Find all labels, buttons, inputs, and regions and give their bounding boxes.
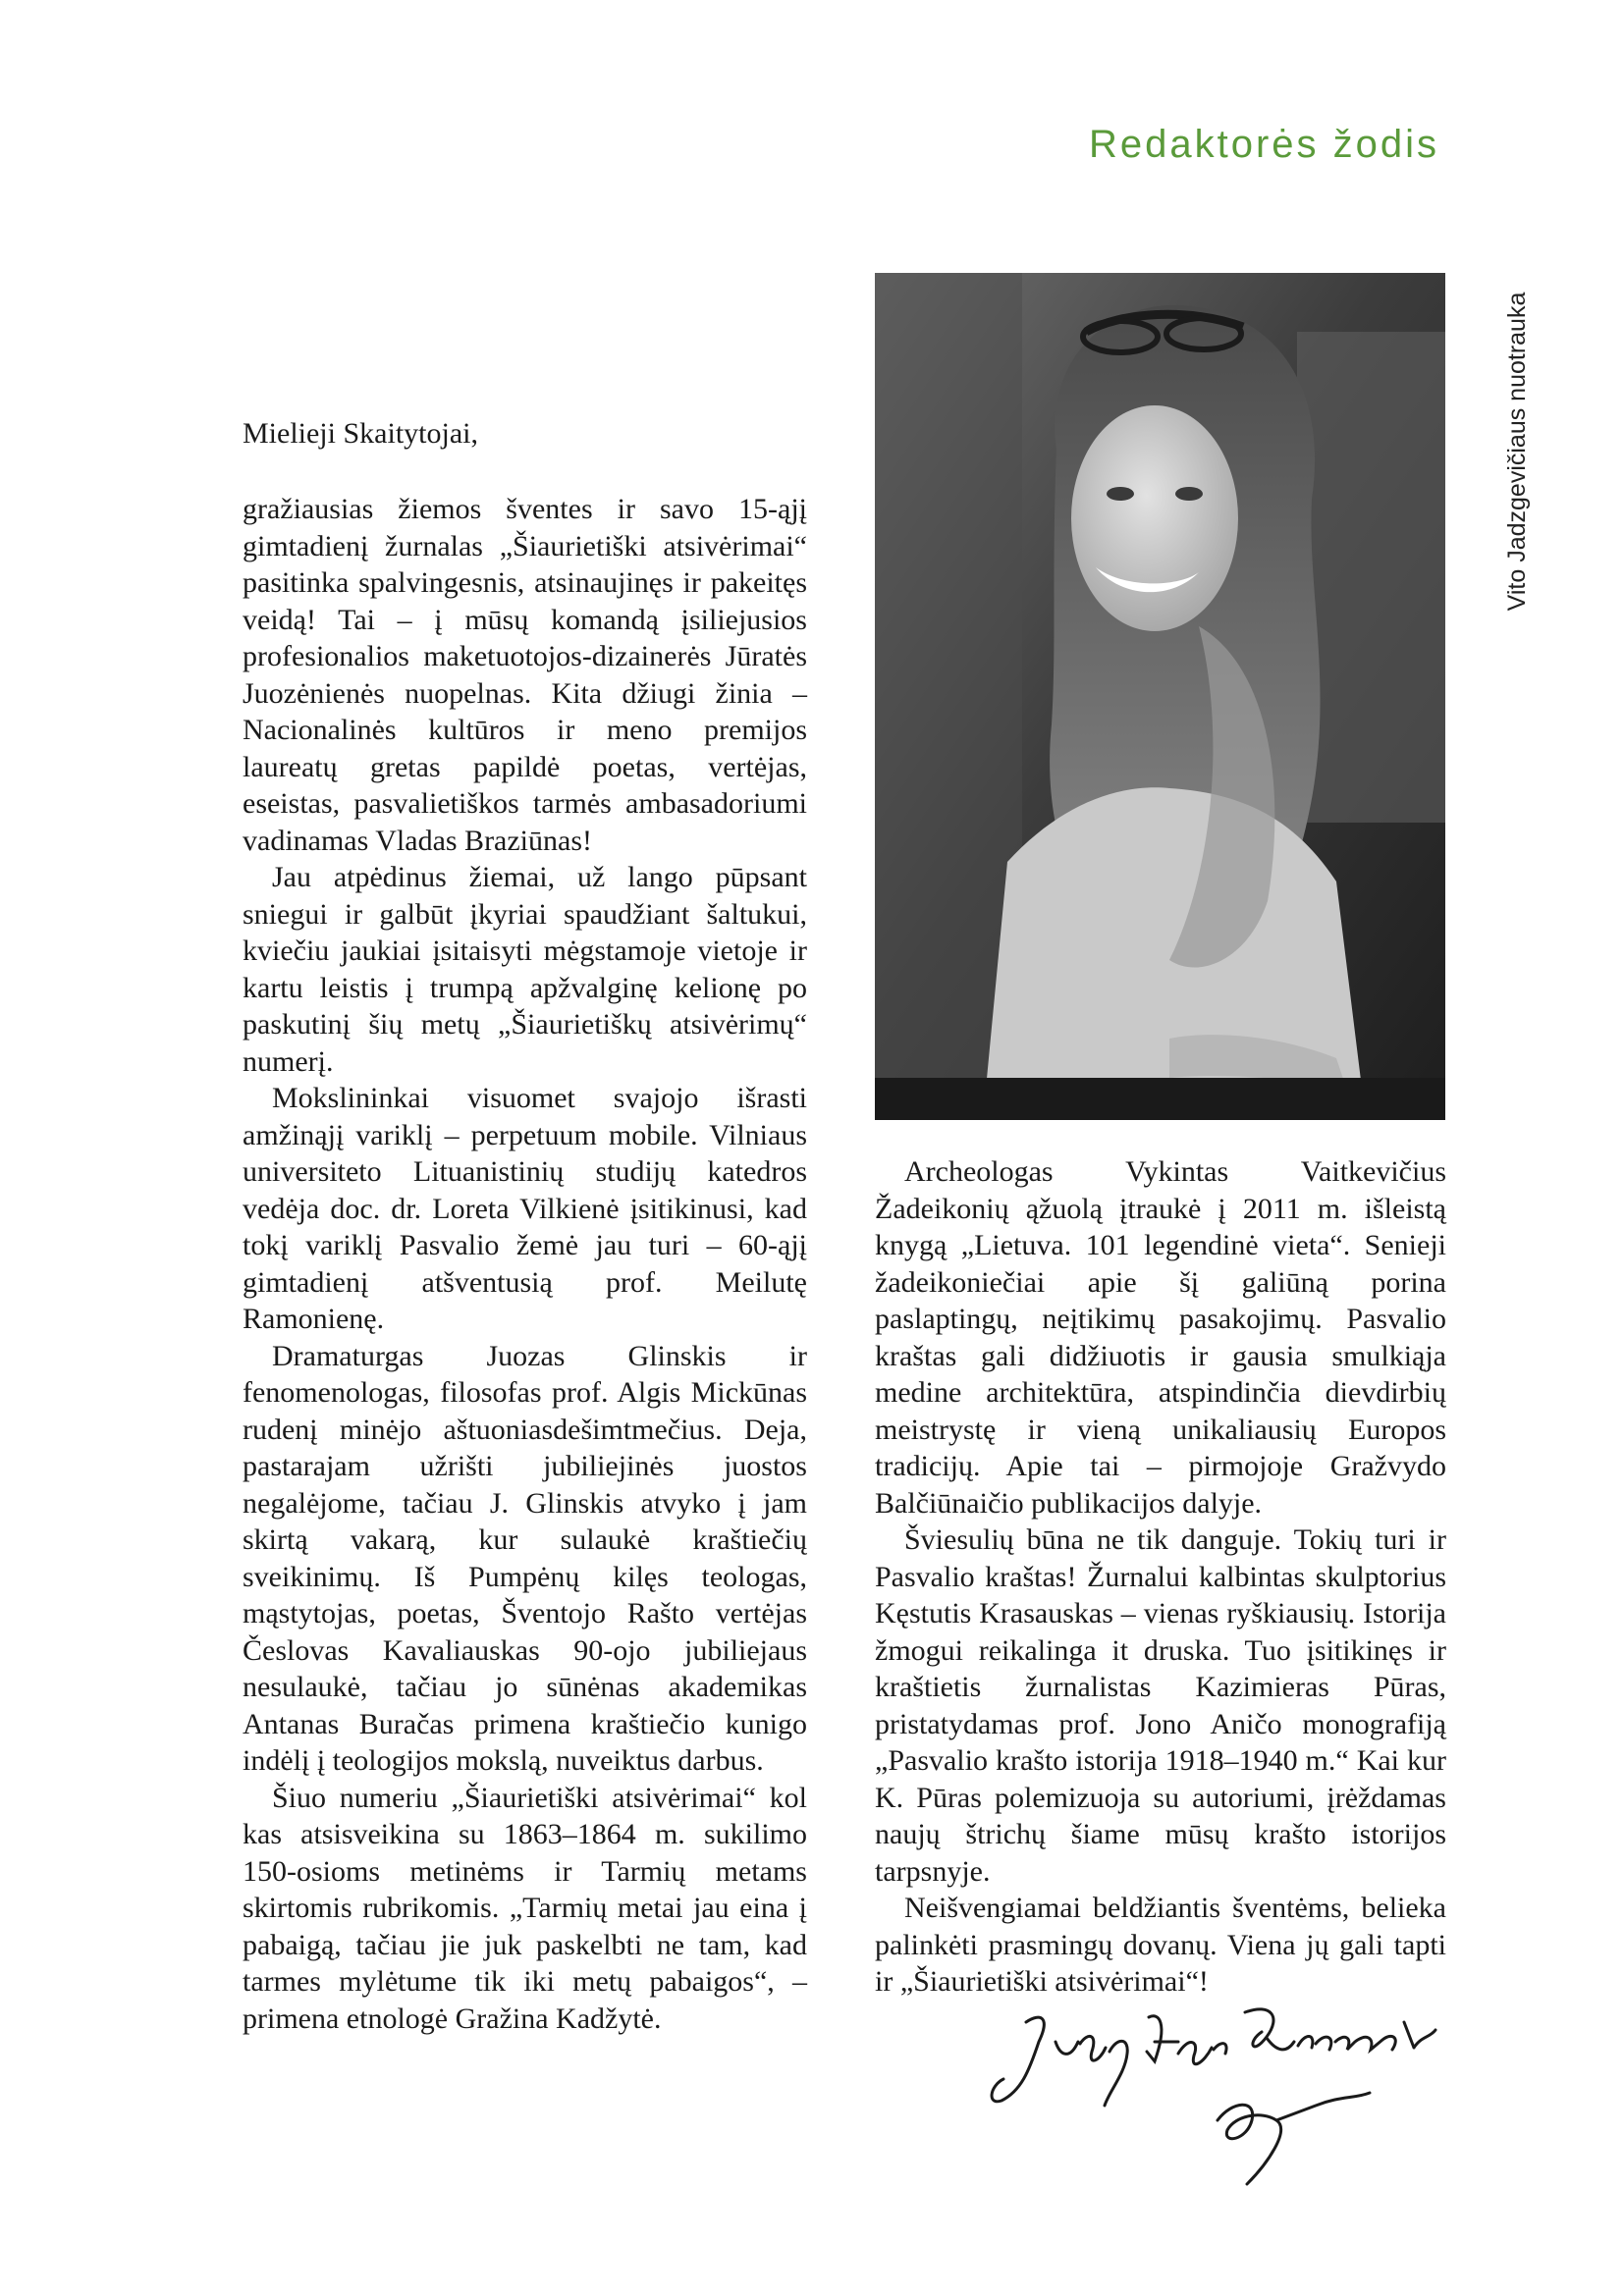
page-title: Redaktorės žodis (1088, 123, 1439, 166)
letter-paragraph: Šviesulių būna ne tik danguje. Tokių turi ir Pasvalio kraštas! Žurnalui kalbintas skulptorius Kęstutis Krasauskas – vienas ryškiausių. Istorija žmogui reikalinga it druska. Tuo įsitikinęs ir kraštietis žurnalistas Kazimieras Pūras, pristatydamas prof. Jono Aničo monografiją „Pasvalio krašto istorija 1918–1940 m.“ Kai kur K. Pūras polemizuoja su autoriumi, įrėždamas naujų štrichų šiame mūsų krašto istorijos tarpsnyje. (875, 1523, 1446, 1888)
editor-portrait-photo (875, 273, 1445, 1120)
letter-paragraph: Dramaturgas Juozas Glinskis ir fenomenologas, filosofas prof. Algis Mickūnas rudenį minėjo aštuoniasdešimtmečius. Deja, pastarajam užrišti jubiliejinės juostos negalėjome, tačiau J. Glinskis atvyko į jam skirtą vakarą, kur sulaukė kraštiečių sveikinimų. Iš Pumpėnų kilęs teologas, mąstytojas, poetas, Šventojo Rašto vertėjas Česlovas Kavaliauskas 90-ojo jubiliejaus nesulaukė, tačiau jo sūnėnas akademikas Antanas Buračas primena kraštiečio kunigo indėlį į teologijos mokslą, nuveiktus darbus. (243, 1339, 807, 1777)
letter-paragraph: Šiuo numeriu „Šiaurietiški atsivėrimai“ kol kas atsisveikina su 1863–1864 m. sukilimo 150-osioms metinėms ir Tarmių metams skirtomis rubrikomis. „Tarmių metai jau eina į pabaigą, tačiau jie juk paskelbti ne tam, kad tarmes mylėtume tik iki metų pabaigos“, – primena etnologė Gražina Kadžytė. (243, 1781, 807, 2035)
letter-greeting: Mielieji Skaitytojai, (243, 417, 478, 450)
photo-credit: Vito Jadzgevičiaus nuotrauka (1503, 292, 1531, 612)
letter-paragraph: gražiausias žiemos šventes ir savo 15-ąjį gimtadienį žurnalas „Šiaurietiški atsivėrimai“ pasitinka spalvingesnis, atsinaujinęs ir pakeitęs veidą! Tai – į mūsų komandą įsiliejusios profesionalios maketuotojos-dizainerės Jūratės Juozėnienės nuopelnas. Kita džiugi žinia – Nacionalinės kultūros ir meno premijos laureatų gretas papildė poetas, vertėjas, eseistas, pasvalietiškos tarmės ambasadoriumi vadinamas Vladas Braziūnas! (243, 493, 807, 857)
letter-left-column (243, 491, 807, 2037)
letter-paragraph: Neišvengiamai beldžiantis šventėms, belieka palinkėti prasmingų dovanų. Viena jų gali tapti ir „Šiaurietiški atsivėrimai“! (875, 1892, 1446, 1998)
letter-paragraph: Jau atpėdinus žiemai, už lango pūpsant sniegui ir galbūt įkyriai spaudžiant šaltukui, kviečiu jaukiai įsitaisyti mėgstamoje vietoje ir kartu leistis į trumpą apžvalginę kelionę po paskutinį šių metų „Šiaurietiškų atsivėrimų“ numerį. (243, 861, 807, 1078)
letter-right-column (875, 1153, 1446, 2001)
handwritten-signature (982, 1983, 1443, 2194)
letter-paragraph: Mokslininkai visuomet svajojo išrasti amžinąjį variklį – perpetuum mobile. Vilniaus universiteto Lituanistinių studijų katedros vedėja doc. dr. Loreta Vilkienė įsitikinusi, kad tokį variklį Pasvalio žemė jau turi – 60-ąjį gimtadienį atšventusią prof. Meilutę Ramonienę. (243, 1082, 807, 1335)
letter-paragraph: Archeologas Vykintas Vaitkevičius Žadeikonių ąžuolą įtraukė į 2011 m. išleistą knygą „Lietuva. 101 legendinė vieta“. Senieji žadeikoniečiai apie šį galiūną porina paslaptingų, neįtikimų pasakojimų. Pasvalio kraštas gali didžiuotis ir gausia smulkiąja medine architektūra, atspindinčia dievdirbių meistrystę ir vieną unikaliausių Europos tradicijų. Apie tai – pirmojoje Gražvydo Balčiūnaičio publikacijos dalyje. (875, 1155, 1446, 1520)
